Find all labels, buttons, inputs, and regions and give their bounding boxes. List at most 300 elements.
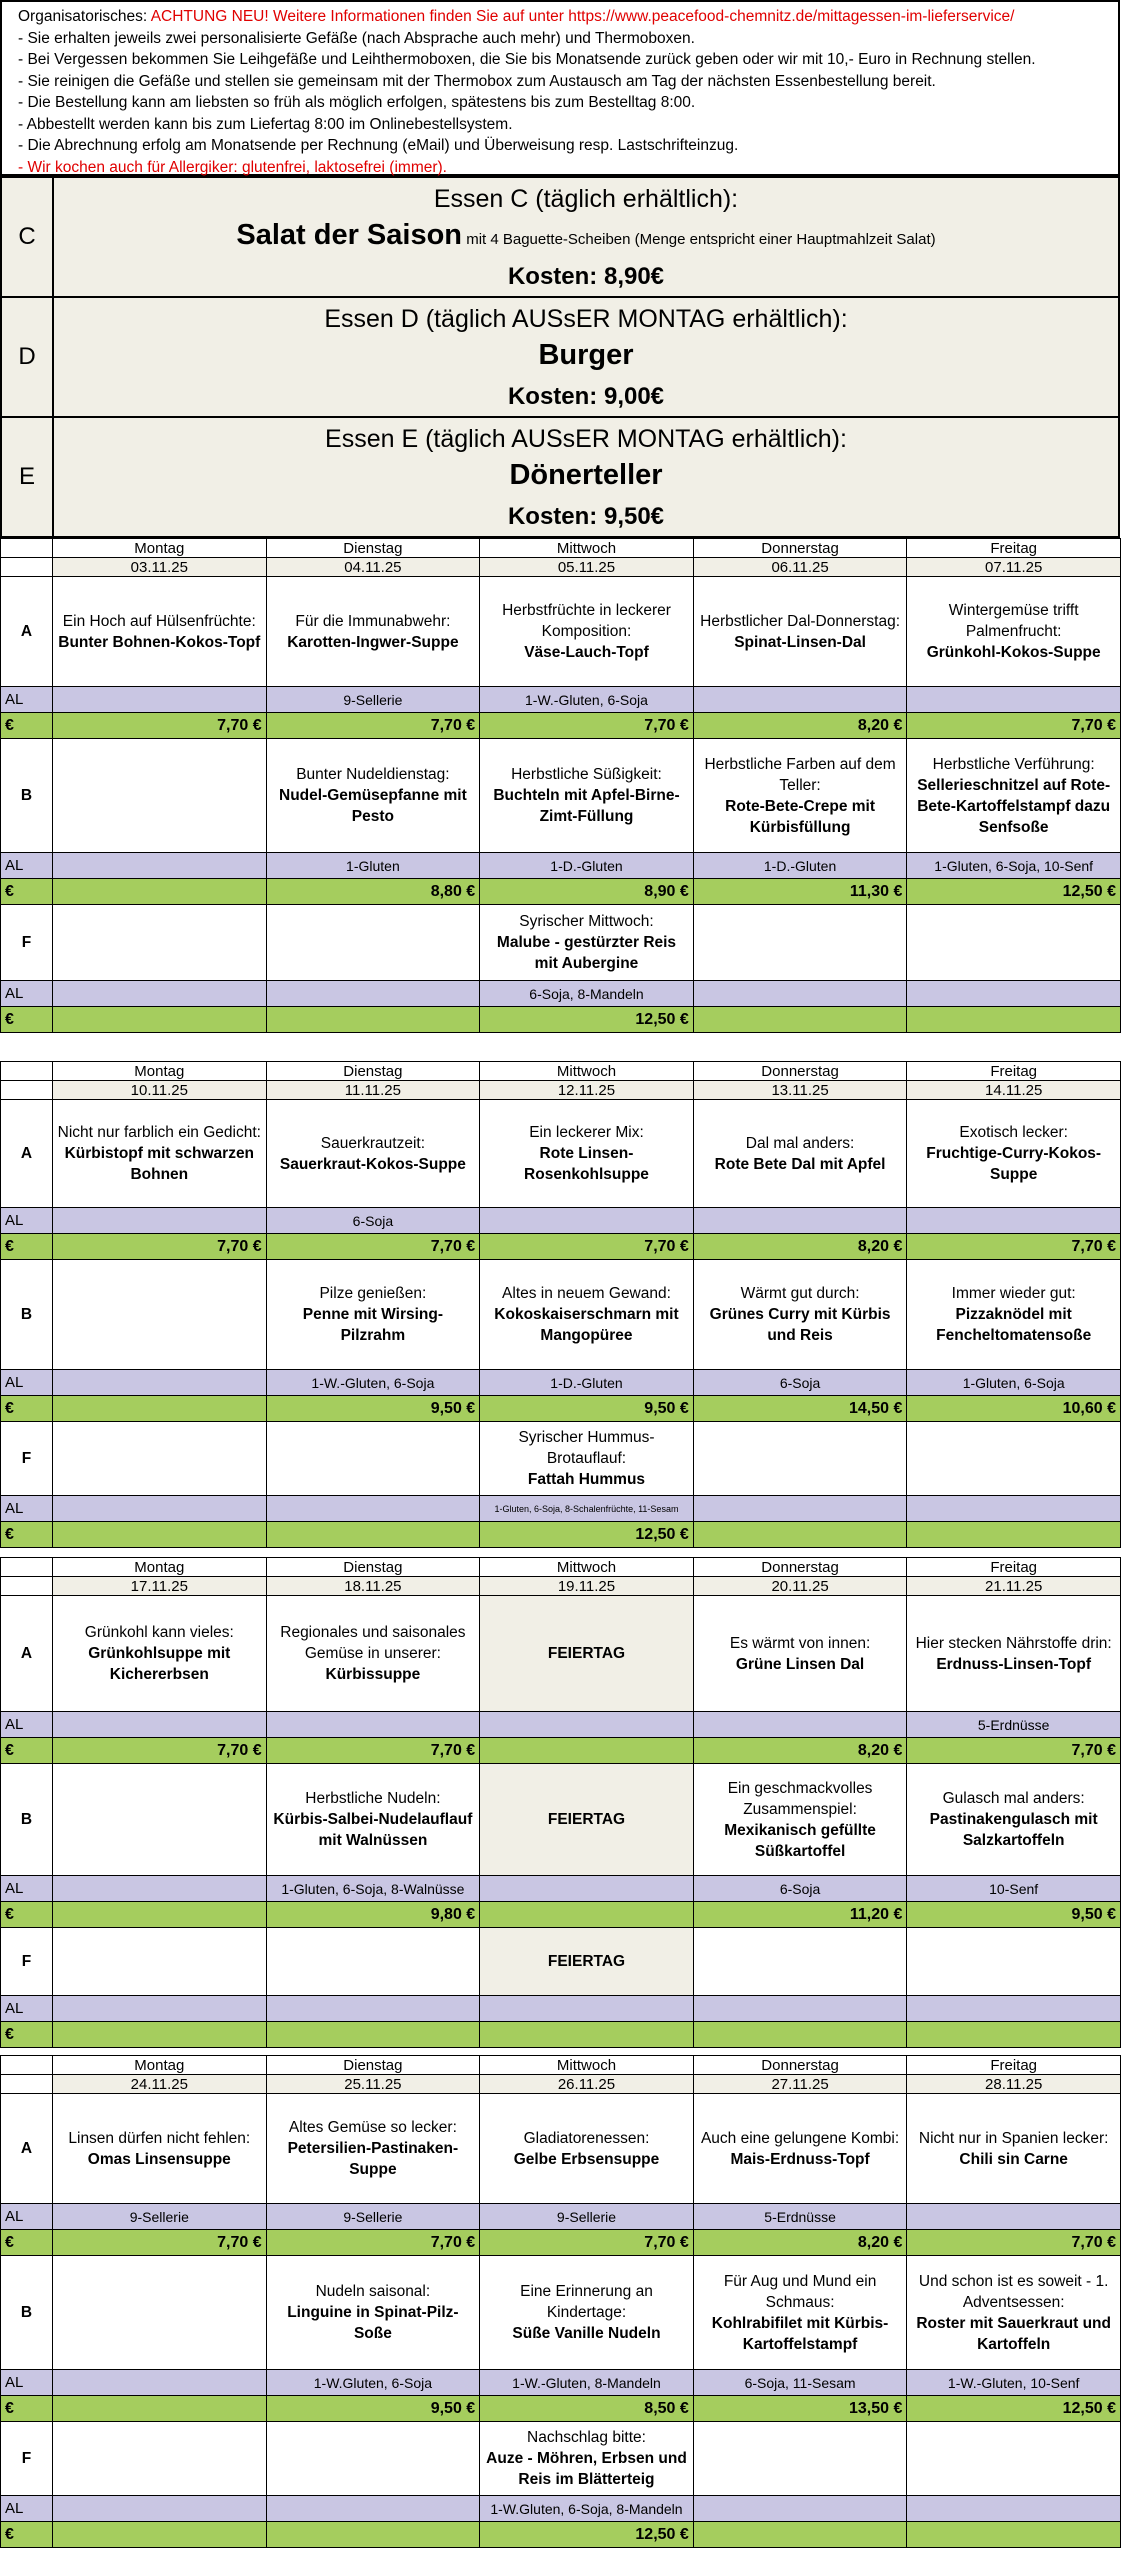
dish-cell[interactable] [480, 2422, 694, 2496]
dish-cell[interactable] [266, 1260, 480, 1370]
row-code: F [1, 905, 53, 981]
dish-cell[interactable] [907, 1928, 1121, 1996]
allergen-cell: 9-Sellerie [266, 687, 480, 713]
price-row [1, 713, 1121, 739]
dish-row-f [1, 1928, 1121, 1996]
dish-cell[interactable] [693, 1422, 907, 1496]
allergen-row [1, 687, 1121, 713]
dish-cell[interactable] [907, 577, 1121, 687]
dish-intro: Exotisch lecker: [959, 1124, 1068, 1141]
dish-name: Grünkohlsuppe mit Kichererbsen [88, 1645, 231, 1683]
menu-code: D [2, 298, 54, 416]
dish-cell[interactable] [266, 1422, 480, 1496]
price-label: € [1, 1738, 53, 1764]
dish-name: Sauerkraut-Kokos-Suppe [279, 1155, 466, 1173]
allergen-row [1, 2370, 1121, 2396]
row-code: B [1, 739, 53, 853]
dish-intro: Wärmt gut durch: [740, 1285, 860, 1302]
dish-row-b [1, 1764, 1121, 1876]
dish-name: Kohlrabifilet mit Kürbis-Kartoffelstampf [711, 2314, 889, 2353]
price-cell: 14,50 € [693, 1396, 907, 1422]
allergen-cell: 1-Gluten, 6-Soja, 8-Walnüsse [266, 1876, 480, 1902]
dish-row-f [1, 2422, 1121, 2496]
dish-name: Mais-Erdnuss-Topf [730, 2150, 870, 2168]
allergen-cell: 1-Gluten [266, 853, 480, 879]
dish-cell[interactable] [266, 2422, 480, 2496]
dish-cell[interactable] [480, 2094, 694, 2204]
price-label: € [1, 1396, 53, 1422]
dish-cell[interactable] [693, 739, 907, 853]
dish-name: Gelbe Erbsensuppe [513, 2150, 660, 2168]
weekday-label: Donnerstag [693, 1558, 907, 1577]
dish-cell[interactable] [907, 1764, 1121, 1876]
allergen-cell: 1-W.Gluten, 6-Soja [266, 2370, 480, 2396]
dish-name: Nudel-Gemüsepfanne mit Pesto [279, 787, 467, 825]
dish-cell[interactable] [53, 1100, 267, 1208]
row-code: F [1, 1928, 53, 1996]
dish-intro: Auch eine gelungene Kombi: [700, 2129, 900, 2147]
dish-name: Kürbissuppe [325, 1666, 421, 1683]
date-row [1, 1081, 1121, 1100]
price-cell [480, 2022, 694, 2048]
dish-cell[interactable] [266, 577, 480, 687]
date-label: 17.11.25 [53, 1577, 267, 1596]
price-cell: 7,70 € [53, 2230, 267, 2256]
price-cell [693, 2522, 907, 2548]
allergen-label: AL [1, 1208, 53, 1234]
week-table [0, 538, 1121, 1033]
row-code: F [1, 1422, 53, 1496]
allergen-row [1, 1208, 1121, 1234]
date-label: 07.11.25 [907, 558, 1121, 577]
allergen-label: AL [1, 687, 53, 713]
date-label: 03.11.25 [53, 558, 267, 577]
price-label: € [1, 713, 53, 739]
dish-name: Sellerieschnitzel auf Rote-Bete-Kartoffelstampf dazu Senfsoße [917, 776, 1111, 836]
price-label: € [1, 2522, 53, 2548]
menu-body [54, 178, 1118, 296]
dish-cell[interactable] [907, 2422, 1121, 2496]
allergen-row [1, 2496, 1121, 2522]
allergen-cell: 1-W.-Gluten, 10-Senf [907, 2370, 1121, 2396]
allergen-cell [480, 1208, 694, 1234]
allergen-cell: 1-W.-Gluten, 6-Soja [266, 1370, 480, 1396]
price-cell: 7,70 € [53, 1234, 267, 1260]
price-label: € [1, 1522, 53, 1548]
allergen-cell [53, 2370, 267, 2396]
dish-intro: Gulasch mal anders: [942, 1790, 1085, 1807]
allergen-cell: 1-Gluten, 6-Soja [907, 1370, 1121, 1396]
date-label: 27.11.25 [693, 2075, 907, 2094]
allergen-cell [693, 981, 907, 1007]
dish-cell[interactable] [53, 2256, 267, 2370]
dish-cell[interactable] [693, 2256, 907, 2370]
dish-name: Spinat-Linsen-Dal [734, 633, 866, 651]
corner-cell [1, 1081, 53, 1100]
dish-name: Petersilien-Pastinaken-Suppe [287, 2140, 459, 2178]
price-cell: 9,50 € [480, 1396, 694, 1422]
dish-name: Bunter Bohnen-Kokos-Topf [58, 633, 261, 651]
dish-intro: Und schon ist es soweit - 1. Adventsessen: [918, 2272, 1109, 2311]
dish-cell[interactable] [693, 1596, 907, 1712]
price-cell: 12,50 € [907, 879, 1121, 905]
dish-name: Rote Bete Dal mit Apfel [714, 1155, 886, 1173]
date-label: 24.11.25 [53, 2075, 267, 2094]
dish-cell[interactable] [907, 905, 1121, 981]
dish-intro: Herbstliche Verführung: [932, 755, 1095, 773]
allergen-cell: 6-Soja [693, 1370, 907, 1396]
row-code: B [1, 1764, 53, 1876]
allergen-cell: 6-Soja, 8-Mandeln [480, 981, 694, 1007]
allergen-label: AL [1, 1370, 53, 1396]
dish-row-f [1, 905, 1121, 981]
dish-intro: Ein leckerer Mix: [529, 1124, 644, 1141]
date-label: 14.11.25 [907, 1081, 1121, 1100]
price-cell: 10,60 € [907, 1396, 1121, 1422]
menu-code: E [2, 418, 54, 536]
menu-heading: Essen C (täglich erhältlich): [433, 185, 739, 213]
date-label: 21.11.25 [907, 1577, 1121, 1596]
weekday-label: Donnerstag [693, 539, 907, 558]
dish-cell[interactable] [480, 577, 694, 687]
dish-name: Fruchtige-Curry-Kokos-Suppe [926, 1145, 1102, 1183]
menu-sub: mit 4 Baguette-Scheiben (Menge entspricht einer Hauptmahlzeit Salat) [462, 231, 936, 248]
price-label: € [1, 2396, 53, 2422]
price-row [1, 1396, 1121, 1422]
price-cell: 8,20 € [693, 713, 907, 739]
info-notice-line [18, 6, 1102, 28]
allergen-label: AL [1, 981, 53, 1007]
dish-cell[interactable] [53, 1764, 267, 1876]
dish-intro: Ein Hoch auf Hülsenfrüchte: [62, 612, 256, 630]
dish-cell[interactable] [53, 2422, 267, 2496]
price-cell: 8,20 € [693, 1738, 907, 1764]
price-row [1, 2522, 1121, 2548]
price-cell [53, 2522, 267, 2548]
allergen-cell [53, 1996, 267, 2022]
dish-cell[interactable] [266, 2094, 480, 2204]
date-label: 13.11.25 [693, 1081, 907, 1100]
dish-cell[interactable] [266, 2256, 480, 2370]
dish-name: Kürbis-Salbei-Nudelauflauf mit Walnüssen [273, 1811, 473, 1849]
dish-cell[interactable] [266, 1100, 480, 1208]
date-label: 12.11.25 [480, 1081, 694, 1100]
info-line: - Sie erhalten jeweils zwei personalisierte Gefäße (nach Absprache auch mehr) und Thermoboxen. [18, 29, 695, 47]
allergen-cell [480, 1996, 694, 2022]
dish-name: Grünkohl-Kokos-Suppe [926, 644, 1101, 661]
weekday-label: Freitag [907, 1062, 1121, 1081]
dish-cell[interactable] [693, 905, 907, 981]
allergen-cell [907, 687, 1121, 713]
dish-cell[interactable] [907, 2256, 1121, 2370]
dish-cell[interactable] [693, 1100, 907, 1208]
price-cell: 8,20 € [693, 1234, 907, 1260]
dish-cell[interactable] [693, 2094, 907, 2204]
dish-cell[interactable] [480, 2256, 694, 2370]
dish-intro: Herbstliche Farben auf dem Teller: [704, 755, 896, 794]
menu-code: C [2, 178, 54, 296]
dish-cell[interactable] [480, 1100, 694, 1208]
dish-cell[interactable] [53, 1260, 267, 1370]
dish-cell[interactable] [53, 739, 267, 853]
allergen-cell [693, 1496, 907, 1522]
date-label: 11.11.25 [266, 1081, 480, 1100]
weekday-label: Dienstag [266, 1062, 480, 1081]
date-row [1, 2075, 1121, 2094]
dish-intro: Für die Immunabwehr: [295, 612, 451, 630]
dish-cell[interactable] [266, 739, 480, 853]
dish-cell[interactable] [693, 577, 907, 687]
dish-cell[interactable] [53, 905, 267, 981]
price-cell: 7,70 € [266, 1738, 480, 1764]
allergen-cell: 5-Erdnüsse [907, 1712, 1121, 1738]
row-code: F [1, 2422, 53, 2496]
dish-name: Väse-Lauch-Topf [524, 644, 649, 661]
allergen-cell [53, 1876, 267, 1902]
dish-row-b [1, 1260, 1121, 1370]
dish-cell[interactable] [480, 1260, 694, 1370]
allergen-cell: 1-Gluten, 6-Soja, 8-Schalenfrüchte, 11-Sesam [480, 1496, 694, 1522]
weekday-label: Donnerstag [693, 1062, 907, 1081]
date-label: 10.11.25 [53, 1081, 267, 1100]
allergen-row [1, 1496, 1121, 1522]
price-cell: 8,20 € [693, 2230, 907, 2256]
holiday-cell: FEIERTAG [480, 1596, 694, 1712]
dish-cell[interactable] [693, 2422, 907, 2496]
info-line: - Bei Vergessen bekommen Sie Leihgefäße und Leihthermoboxen, die Sie bis Monatsende zurück geben oder wir mit 10,- Euro in Rechnung stellen. [18, 51, 1036, 68]
menu-cost: Kosten: 9,50€ [507, 503, 665, 530]
dish-intro: Herbstfrüchte in leckerer Komposition: [502, 602, 671, 640]
price-cell: 8,90 € [480, 879, 694, 905]
dish-intro: Sauerkrautzeit: [320, 1134, 426, 1152]
allergen-cell [53, 2496, 267, 2522]
allergen-row [1, 853, 1121, 879]
allergen-cell: 1-W.Gluten, 6-Soja, 8-Mandeln [480, 2496, 694, 2522]
corner-cell [1, 1577, 53, 1596]
price-cell: 7,70 € [907, 1234, 1121, 1260]
allergen-cell: 9-Sellerie [53, 2204, 267, 2230]
dish-name: Mexikanisch gefüllte Süßkartoffel [724, 1821, 876, 1860]
dish-name: Pastinakengulasch mit Salzkartoffeln [929, 1811, 1098, 1849]
price-cell: 12,50 € [907, 2396, 1121, 2422]
allergen-cell: 1-D.-Gluten [480, 1370, 694, 1396]
price-cell: 7,70 € [266, 1234, 480, 1260]
weekday-row [1, 2056, 1121, 2075]
weekday-row [1, 539, 1121, 558]
dish-cell[interactable] [53, 1422, 267, 1496]
corner-cell [1, 2056, 53, 2075]
dish-cell[interactable] [53, 1596, 267, 1712]
allergen-cell [907, 2496, 1121, 2522]
date-label: 19.11.25 [480, 1577, 694, 1596]
allergen-cell [53, 1370, 267, 1396]
date-label: 05.11.25 [480, 558, 694, 577]
row-code: A [1, 2094, 53, 2204]
allergen-cell: 9-Sellerie [266, 2204, 480, 2230]
allergen-cell: 1-Gluten, 6-Soja, 10-Senf [907, 853, 1121, 879]
allergen-cell: 6-Soja [693, 1876, 907, 1902]
price-cell: 7,70 € [480, 713, 694, 739]
dish-row-a [1, 577, 1121, 687]
price-cell: 7,70 € [480, 1234, 694, 1260]
weekday-label: Freitag [907, 2056, 1121, 2075]
dish-row-b [1, 739, 1121, 853]
allergen-label: AL [1, 1876, 53, 1902]
dish-row-a [1, 2094, 1121, 2204]
dish-cell[interactable] [907, 1100, 1121, 1208]
price-cell [53, 1396, 267, 1422]
row-code: B [1, 1260, 53, 1370]
price-cell: 9,80 € [266, 1902, 480, 1928]
price-cell [53, 2022, 267, 2048]
fixed-menu-e [0, 416, 1120, 538]
dish-intro: Dal mal anders: [745, 1134, 855, 1152]
dish-name: Linguine in Spinat-Pilz-Soße [287, 2304, 459, 2342]
dish-name: Fattah Hummus [527, 1471, 646, 1488]
allergen-cell [907, 2204, 1121, 2230]
dish-cell[interactable] [53, 1928, 267, 1996]
dish-name: Penne mit Wirsing-Pilzrahm [302, 1306, 443, 1344]
allergen-label: AL [1, 2496, 53, 2522]
dish-intro: Nudeln saisonal: [315, 2283, 431, 2300]
dish-cell[interactable] [693, 1764, 907, 1876]
dish-name: Grünes Curry mit Kürbis und Reis [709, 1306, 891, 1344]
dish-name: Chili sin Carne [959, 2150, 1068, 2168]
dish-intro: Grünkohl kann vieles: [84, 1624, 234, 1641]
menu-name: Dönerteller [509, 459, 663, 491]
allergen-cell [266, 981, 480, 1007]
dish-name: Malube - gestürzter Reis mit Aubergine [496, 934, 677, 972]
dish-cell[interactable] [480, 739, 694, 853]
dish-intro: Hier stecken Nährstoffe drin: [915, 1634, 1112, 1652]
allergen-label: AL [1, 1496, 53, 1522]
weekday-label: Freitag [907, 1558, 1121, 1577]
price-cell [693, 2022, 907, 2048]
price-cell [53, 879, 267, 905]
dish-intro: Syrischer Hummus-Brotauflauf: [518, 1429, 655, 1467]
price-row [1, 2230, 1121, 2256]
dish-cell[interactable] [480, 905, 694, 981]
dish-cell[interactable] [480, 1422, 694, 1496]
allergen-row [1, 981, 1121, 1007]
dish-cell[interactable] [266, 1596, 480, 1712]
menu-name: Burger [538, 339, 634, 371]
price-cell: 11,20 € [693, 1902, 907, 1928]
dish-cell[interactable] [53, 577, 267, 687]
price-cell [53, 1522, 267, 1548]
weekday-label: Montag [53, 539, 267, 558]
dish-cell[interactable] [907, 739, 1121, 853]
allergen-row [1, 1876, 1121, 1902]
price-cell: 8,50 € [480, 2396, 694, 2422]
date-row [1, 558, 1121, 577]
price-cell [907, 1007, 1121, 1033]
row-code: A [1, 1100, 53, 1208]
dish-name: Buchteln mit Apfel-Birne-Zimt-Füllung [493, 787, 680, 825]
allergen-cell [53, 1496, 267, 1522]
info-line: - Die Bestellung kann am liebsten so früh als möglich erfolgen, spätestens bis zum Bestelltag 8:00. [18, 94, 696, 111]
corner-cell [1, 539, 53, 558]
allergen-cell [480, 1876, 694, 1902]
dish-cell[interactable] [266, 905, 480, 981]
allergen-cell: 5-Erdnüsse [693, 2204, 907, 2230]
corner-cell [1, 1062, 53, 1081]
allergen-label: AL [1, 2370, 53, 2396]
allergen-cell: 6-Soja, 11-Sesam [693, 2370, 907, 2396]
weekday-label: Dienstag [266, 539, 480, 558]
price-row [1, 1522, 1121, 1548]
weekday-label: Montag [53, 1558, 267, 1577]
price-cell [480, 1738, 694, 1764]
fixed-menu-d [0, 296, 1120, 418]
price-cell: 7,70 € [53, 713, 267, 739]
dish-row-a [1, 1100, 1121, 1208]
allergen-cell [53, 1712, 267, 1738]
dish-cell[interactable] [693, 1260, 907, 1370]
dish-name: Karotten-Ingwer-Suppe [287, 633, 459, 651]
dish-cell[interactable] [266, 1764, 480, 1876]
corner-cell [1, 2075, 53, 2094]
dish-intro: Es wärmt von innen: [729, 1634, 871, 1652]
price-cell: 9,50 € [907, 1902, 1121, 1928]
allergen-cell: 1-W.-Gluten, 6-Soja [480, 687, 694, 713]
allergen-cell [907, 1496, 1121, 1522]
dish-cell[interactable] [53, 2094, 267, 2204]
corner-cell [1, 558, 53, 577]
price-cell: 12,50 € [480, 1007, 694, 1033]
weekday-label: Freitag [907, 539, 1121, 558]
dish-name: Kokoskaiserschmarn mit Mangopüree [494, 1306, 679, 1344]
price-label: € [1, 879, 53, 905]
dish-intro: Für Aug und Mund ein Schmaus: [723, 2272, 877, 2311]
allergen-cell [53, 1208, 267, 1234]
allergen-cell [693, 1712, 907, 1738]
dish-cell[interactable] [907, 1596, 1121, 1712]
dish-name: Grüne Linsen Dal [735, 1655, 865, 1673]
allergen-cell [266, 1712, 480, 1738]
weekday-row [1, 1558, 1121, 1577]
date-label: 06.11.25 [693, 558, 907, 577]
row-code: B [1, 2256, 53, 2370]
dish-cell[interactable] [266, 1928, 480, 1996]
price-label: € [1, 2022, 53, 2048]
dish-cell[interactable] [693, 1928, 907, 1996]
dish-cell[interactable] [907, 1260, 1121, 1370]
price-cell: 13,50 € [693, 2396, 907, 2422]
date-label: 18.11.25 [266, 1577, 480, 1596]
dish-cell[interactable] [907, 1422, 1121, 1496]
price-label: € [1, 2230, 53, 2256]
price-row [1, 2396, 1121, 2422]
dish-intro: Eine Erinnerung an Kindertage: [520, 2283, 653, 2321]
price-row [1, 1234, 1121, 1260]
dish-intro: Ein geschmackvolles Zusammenspiel: [727, 1779, 873, 1818]
dish-intro: Linsen dürfen nicht fehlen: [68, 2129, 251, 2147]
price-cell: 7,70 € [266, 713, 480, 739]
price-cell: 12,50 € [480, 2522, 694, 2548]
price-cell: 7,70 € [266, 2230, 480, 2256]
dish-intro: Herbstlicher Dal-Donnerstag: [700, 612, 900, 630]
dish-cell[interactable] [907, 2094, 1121, 2204]
allergen-cell: 9-Sellerie [480, 2204, 694, 2230]
allergen-cell: 10-Senf [907, 1876, 1121, 1902]
holiday-cell: FEIERTAG [480, 1764, 694, 1876]
dish-intro: Altes in neuem Gewand: [502, 1285, 671, 1302]
dish-name: Omas Linsensuppe [87, 2150, 231, 2168]
dish-name: Auze - Möhren, Erbsen und Reis im Blätterteig [486, 2450, 687, 2488]
allergen-cell [53, 687, 267, 713]
allergen-cell [693, 1208, 907, 1234]
